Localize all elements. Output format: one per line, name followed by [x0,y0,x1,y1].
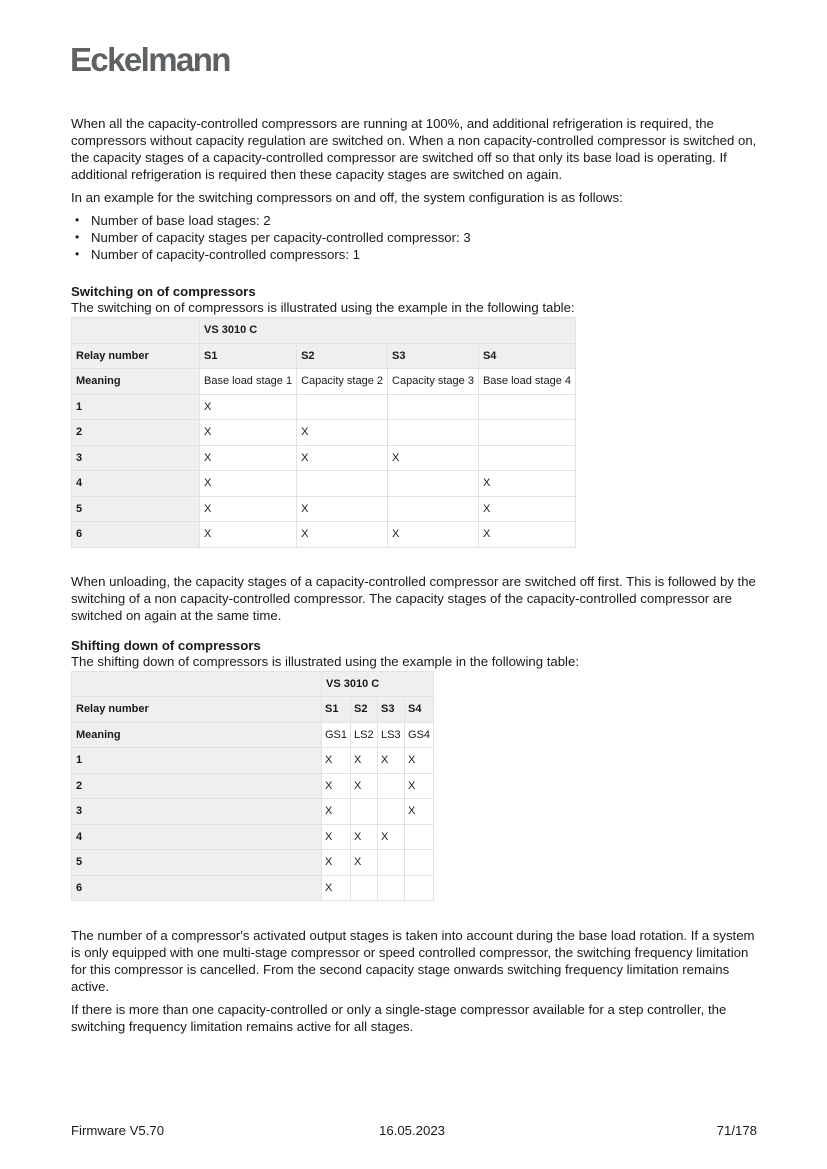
meaning-cell: Capacity stage 2 [297,369,388,395]
closing-paragraph-1: The number of a compressor's activated output stages is taken into account during the base load rotation. If a system is only equipped with one multi-stage compressor or speed controlled compressor, the switching frequency limitation for this compressor is cancelled. From the second capacity stage onwards switching frequency limitation remains active. [71,928,755,994]
step-label: 6 [72,522,200,548]
table-row [72,420,576,446]
step-label: 2 [72,420,200,446]
group-header: VS 3010 C [200,318,576,344]
table-cell [478,394,575,420]
table-cell: X [351,824,378,850]
group-header: VS 3010 C [322,671,434,697]
table-cell [297,471,388,497]
meaning-cell: GS4 [405,722,434,748]
table-cell: X [200,471,297,497]
switching-on-intro: The switching on of compressors is illustrated using the example in the following table: [71,300,575,315]
meaning-label: Meaning [72,722,322,748]
table-cell: X [200,522,297,548]
step-label: 6 [72,875,322,901]
table-cell [388,471,479,497]
intro-paragraph-1: When all the capacity-controlled compressors are running at 100%, and additional refrigeration is required, the compressors without capacity regulation are switched on. When a non capacity-controlled compressor is switched on, the capacity stages of a capacity-controlled compressor are switched off so that only its base load is operating. If additional refrigeration is required then these capacity stages are switched on again. [71,116,757,182]
switching-on-table [71,317,576,548]
table-cell: X [200,496,297,522]
table-cell: X [322,824,351,850]
relay-row [72,697,434,723]
step-label: 5 [72,850,322,876]
step-label: 3 [72,799,322,825]
table-cell: X [297,522,388,548]
page-content [71,115,761,1041]
step-label: 2 [72,773,322,799]
relay-s2: S2 [297,343,388,369]
table-cell [478,420,575,446]
relay-row [72,343,576,369]
meaning-row [72,369,576,395]
meaning-cell: Capacity stage 3 [388,369,479,395]
step-label: 4 [72,471,200,497]
relay-s1: S1 [200,343,297,369]
table-cell: X [322,799,351,825]
table-cell: X [388,522,479,548]
page-number: 71/178 [716,1123,757,1138]
relay-s2: S2 [351,697,378,723]
table-cell: X [378,824,405,850]
meaning-cell: GS1 [322,722,351,748]
relay-label: Relay number [72,697,322,723]
table-cell [378,799,405,825]
table-cell [388,420,479,446]
table-cell: X [322,850,351,876]
table-cell: X [351,773,378,799]
table-row [72,875,434,901]
table-cell [405,850,434,876]
relay-label: Relay number [72,343,200,369]
shifting-down-table [71,671,434,902]
table-cell: X [297,420,388,446]
table-row [72,522,576,548]
unloading-paragraph: When unloading, the capacity stages of a capacity-controlled compressor are switched off first. This is followed by the switching of a non capacity-controlled compressor. The capacity stages of the capacity-controlled compressor are switched on again at the same time. [71,573,756,623]
relay-s3: S3 [388,343,479,369]
table-cell [297,394,388,420]
table-cell: X [478,471,575,497]
table-cell: X [478,496,575,522]
table-row [72,748,434,774]
table-cell: X [200,394,297,420]
list-item: • Number of capacity stages per capacity-controlled compressor: 3 [75,229,761,246]
meaning-row [72,722,434,748]
table-cell: X [322,773,351,799]
table-cell [378,773,405,799]
step-label: 1 [72,748,322,774]
table-row [72,496,576,522]
meaning-cell: LS2 [351,722,378,748]
table-cell [405,824,434,850]
intro-paragraph-2: In an example for the switching compressors on and off, the system configuration is as follows: [71,190,623,205]
meaning-label: Meaning [72,369,200,395]
table-cell [378,875,405,901]
table-header-row [72,318,576,344]
table-row [72,799,434,825]
table-cell: X [322,875,351,901]
table-cell: X [405,748,434,774]
step-label: 1 [72,394,200,420]
table-corner-cell [72,671,322,697]
table-cell [388,496,479,522]
table-row [72,471,576,497]
table-cell: X [200,445,297,471]
table-cell [351,875,378,901]
table-header-row [72,671,434,697]
firmware-version: Firmware V5.70 [71,1123,165,1138]
list-item: • Number of capacity-controlled compressors: 1 [75,246,761,263]
step-label: 3 [72,445,200,471]
table-row [72,850,434,876]
meaning-cell: Base load stage 4 [478,369,575,395]
table-cell [478,445,575,471]
relay-s3: S3 [378,697,405,723]
table-cell: X [388,445,479,471]
table-cell: X [297,445,388,471]
table-row [72,394,576,420]
document-date: 16.05.2023 [379,1123,446,1138]
table-row [72,445,576,471]
table-cell: X [351,748,378,774]
table-cell [351,799,378,825]
table-cell [388,394,479,420]
table-cell: X [378,748,405,774]
relay-s4: S4 [405,697,434,723]
table-cell: X [478,522,575,548]
switching-on-title: Switching on of compressors [71,284,256,299]
step-label: 4 [72,824,322,850]
table-cell: X [297,496,388,522]
meaning-cell: LS3 [378,722,405,748]
closing-paragraph-2: If there is more than one capacity-controlled or only a single-stage compressor available for a step controller, the switching frequency limitation remains active for all stages. [71,1002,727,1034]
table-row [72,773,434,799]
table-cell: X [405,773,434,799]
meaning-cell: Base load stage 1 [200,369,297,395]
table-cell: X [322,748,351,774]
eckelmann-logo: Eckelmann [70,41,230,78]
table-cell: X [200,420,297,446]
configuration-list [75,212,761,263]
relay-s1: S1 [322,697,351,723]
table-cell [378,850,405,876]
shifting-down-title: Shifting down of compressors [71,637,261,653]
table-row [72,824,434,850]
table-cell: X [351,850,378,876]
table-cell: X [405,799,434,825]
shifting-down-intro: The shifting down of compressors is illustrated using the example in the following table: [71,653,579,669]
relay-s4: S4 [478,343,575,369]
step-label: 5 [72,496,200,522]
table-corner-cell [72,318,200,344]
list-item: • Number of base load stages: 2 [75,212,761,229]
table-cell [405,875,434,901]
